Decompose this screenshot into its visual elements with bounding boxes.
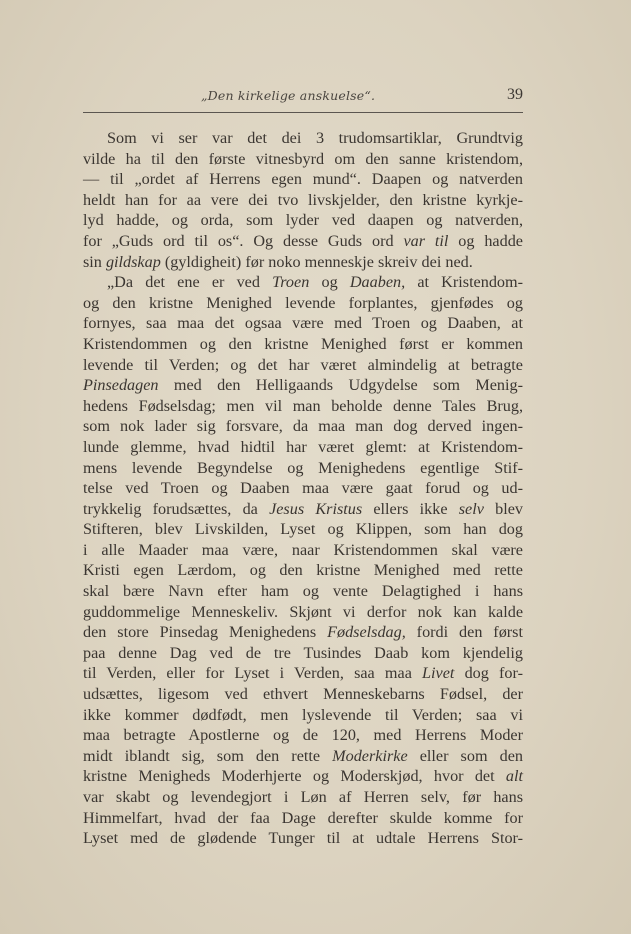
- text-line: [83, 272, 523, 293]
- text-segment: Som vi ser var det dei 3 trudomsartiklar, Grundtvig: [107, 129, 523, 147]
- text-segment: og den kristne Menighed levende forplantes, gjenfødes og: [83, 293, 523, 312]
- text-segment: heldt han for aa vere dei tvo livskjelder, den kristne kyrkje-: [83, 190, 523, 209]
- text-segment: udsættes, ligesom ved ethvert Menneskebarns Fødsel, der: [83, 685, 523, 704]
- text-segment: kristne Menigheds Moderhjerte og Moderskjød, hvor det: [83, 767, 506, 786]
- italic-text: Fødselsdag,: [327, 623, 406, 642]
- text-line: [83, 293, 523, 314]
- text-segment: Stifteren, blev Livskilden, Lyset og Klippen, som han dog: [83, 520, 523, 539]
- page-header: [83, 86, 523, 113]
- text-line: [83, 499, 523, 520]
- text-line: [83, 560, 523, 581]
- italic-text: Daaben,: [349, 273, 406, 292]
- text-line: [83, 396, 523, 417]
- text-segment: sin: [83, 252, 106, 271]
- text-line: [83, 252, 523, 273]
- text-segment: med den Helligaands Udgydelse som Menig-: [158, 376, 523, 395]
- italic-text: Jesus Kristus: [269, 499, 363, 518]
- running-title: „Den kirkelige anskuelse“.: [201, 88, 376, 103]
- text-line: [83, 746, 523, 767]
- text-segment: hedens Fødselsdag; men vil man beholde denne Tales Brug,: [83, 396, 523, 415]
- text-line: [83, 519, 523, 540]
- text-line: [83, 210, 523, 231]
- body-text: [83, 128, 523, 849]
- text-segment: guddommelige Menneskeliv. Skjønt vi derfor nok kan kalde: [83, 602, 523, 621]
- text-segment: levende til Verden; og det har været almindelig at betragte: [83, 355, 523, 374]
- text-line: [83, 540, 523, 561]
- text-segment: Lyset med de glødende Tunger til at udtale Herrens Stor-: [83, 829, 523, 848]
- text-segment: i alle Maader maa være, naar Kristendommen skal være: [83, 540, 523, 559]
- italic-text: gildskap: [105, 252, 161, 271]
- text-segment: maa betragte Apostlerne og de 120, med Herrens Moder: [83, 726, 523, 745]
- italic-text: Moderkirke: [332, 746, 408, 765]
- text-line: [83, 190, 523, 211]
- text-line: [83, 643, 523, 664]
- text-segment: blev: [483, 499, 523, 518]
- text-line: [83, 149, 523, 170]
- text-segment: paa denne Dag ved de tre Tusindes Daab kom kjendelig: [83, 643, 523, 662]
- text-line: [83, 355, 523, 376]
- text-segment: skal bære Navn efter ham og vente Delagtighed i hans: [83, 582, 523, 601]
- text-line: [83, 622, 523, 643]
- page-number: 39: [507, 86, 523, 103]
- text-line: [83, 705, 523, 726]
- text-segment: dog for-: [454, 664, 523, 683]
- text-segment: den store Pinsedag Menighedens: [83, 623, 328, 642]
- text-line: [83, 725, 523, 746]
- text-line: [83, 416, 523, 437]
- text-segment: telse ved Troen og Daaben maa være gaat forud og ud-: [83, 479, 523, 498]
- text-segment: „Da det ene er ved: [107, 273, 273, 292]
- text-segment: mens levende Begyndelse og Menighedens egentlige Stif-: [83, 458, 523, 477]
- italic-text: alt: [505, 767, 523, 786]
- text-segment: ellers ikke: [362, 499, 459, 518]
- text-segment: Kristendommen og den kristne Menighed først er kommen: [83, 334, 523, 353]
- text-line: [83, 437, 523, 458]
- text-segment: eller som den: [407, 746, 523, 765]
- text-segment: (gyldigheit) før noko menneskje skreiv dei ned.: [160, 252, 473, 271]
- text-line: [83, 313, 523, 334]
- text-segment: vilde ha til den første vitnesbyrd om den sanne kristendom,: [83, 149, 523, 168]
- italic-text: selv: [458, 499, 484, 518]
- text-segment: — til „ordet af Herrens egen mund“. Daapen og natverden: [83, 170, 523, 189]
- italic-text: Pinsedagen: [83, 376, 159, 395]
- text-line: [83, 458, 523, 479]
- text-line: [83, 231, 523, 252]
- text-line: [83, 766, 523, 787]
- text-segment: til Verden, eller for Lyset i Verden, saa maa: [83, 664, 423, 683]
- text-line: [83, 684, 523, 705]
- text-line: [83, 663, 523, 684]
- text-line: [83, 128, 523, 149]
- text-line: [83, 828, 523, 849]
- text-segment: og hadde: [448, 231, 523, 250]
- text-segment: som nok lader sig forsvare, da maa man dog derved ingen-: [83, 417, 523, 436]
- text-segment: ikke kommer dødfødt, men lyslevende til Verden; saa vi: [83, 705, 523, 724]
- text-segment: lunde glemme, hvad hidtil har været glemt: at Kristendom-: [83, 437, 523, 456]
- italic-text: Livet: [422, 664, 455, 683]
- text-line: [83, 169, 523, 190]
- text-segment: trykkelig forudsættes, da: [83, 499, 270, 518]
- text-segment: Kristi egen Lærdom, og den kristne Menighed med rette: [83, 561, 523, 580]
- italic-text: Troen: [272, 273, 310, 292]
- text-segment: midt iblandt sig, som den rette: [83, 746, 333, 765]
- text-segment: fordi den først: [405, 623, 523, 642]
- text-line: [83, 602, 523, 623]
- text-segment: Himmelfart, hvad der faa Dage derefter skulde komme for: [83, 808, 523, 827]
- text-segment: for „Guds ord til os“. Og desse Guds ord: [83, 231, 404, 250]
- text-line: [83, 375, 523, 396]
- text-segment: og: [309, 273, 350, 292]
- italic-text: var til: [403, 231, 449, 250]
- text-line: [83, 581, 523, 602]
- text-line: [83, 478, 523, 499]
- text-line: [83, 787, 523, 808]
- text-line: [83, 334, 523, 355]
- text-segment: var skabt og levendegjort i Løn af Herren selv, før hans: [83, 788, 523, 806]
- text-segment: fornyes, saa maa det ogsaa være med Troen og Daaben, at: [83, 314, 523, 333]
- text-segment: lyd hadde, og orda, som lyder ved daapen og natverden,: [83, 211, 523, 230]
- text-segment: at Kristendom-: [405, 273, 524, 292]
- text-line: [83, 808, 523, 829]
